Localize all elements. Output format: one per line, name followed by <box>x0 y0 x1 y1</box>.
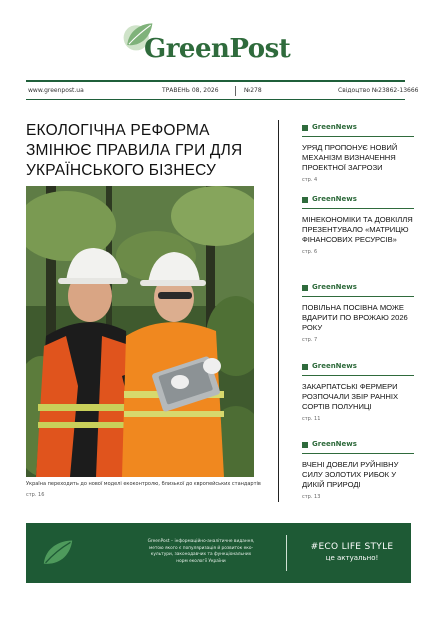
news-page: стр. 4 <box>302 177 318 183</box>
brand-name: GreenPost <box>144 34 291 64</box>
news-page: стр. 7 <box>302 337 318 343</box>
leaf-icon <box>40 537 76 569</box>
news-item[interactable] <box>302 122 414 183</box>
website-link[interactable]: www.greenpost.ua <box>28 87 84 94</box>
certificate-number: Свідоцтво №23862-13666 <box>338 87 419 94</box>
news-rule <box>302 136 414 137</box>
news-marker-icon <box>302 285 308 291</box>
news-rule <box>302 208 414 209</box>
masthead-rule <box>26 80 405 82</box>
news-title: МІНЕКОНОМІКИ ТА ДОВКІЛЛЯ ПРЕЗЕНТУВАЛО «МАТРИЦЮ ФІНАНСОВИХ РЕСУРСІВ» <box>302 215 413 244</box>
issue-number: №278 <box>244 87 262 94</box>
footer-tagline: #ECO LIFE STYLE <box>310 542 394 552</box>
news-rule <box>302 453 414 454</box>
news-page: стр. 13 <box>302 494 321 500</box>
news-item[interactable] <box>302 194 414 255</box>
masthead-rule-bottom <box>26 99 405 100</box>
main-story-page: стр. 16 <box>26 492 45 498</box>
news-label: GreenNews <box>312 440 357 448</box>
main-headline[interactable]: ЕКОЛОГІЧНА РЕФОРМА ЗМІНЮЄ ПРАВИЛА ГРИ ДЛЯ УКРАЇНСЬКОГО БІЗНЕСУ <box>26 122 243 179</box>
news-marker-icon <box>302 125 308 131</box>
issue-date: ТРАВЕНЬ 08, 2026 <box>162 87 219 94</box>
news-item[interactable] <box>302 361 414 422</box>
news-title: УРЯД ПРОПОНУЄ НОВИЙ МЕХАНІЗМ ВИЗНАЧЕННЯ ПРОЕКТНОЇ ЗАГРОЗИ <box>302 143 398 172</box>
news-label: GreenNews <box>312 195 357 203</box>
column-divider <box>278 120 279 502</box>
news-label: GreenNews <box>312 123 357 131</box>
footer-divider <box>286 535 287 571</box>
photo-caption: Україна переходить до нової моделі екоконтролю, близької до європейських стандартів <box>26 481 261 487</box>
news-page: стр. 11 <box>302 416 321 422</box>
news-label: GreenNews <box>312 283 357 291</box>
news-label: GreenNews <box>312 362 357 370</box>
news-title: ПОВІЛЬНА ПОСІВНА МОЖЕ ВДАРИТИ ПО ВРОЖАЮ 2026 РОКУ <box>302 303 408 332</box>
footer-banner <box>26 523 411 583</box>
main-story-photo[interactable] <box>26 186 254 477</box>
news-title: ВЧЕНІ ДОВЕЛИ РУЙНІВНУ СИЛУ ЗОЛОТИХ РИБОК У ДИКІЙ ПРИРОДІ <box>302 460 399 489</box>
news-marker-icon <box>302 364 308 370</box>
meta-divider <box>235 86 236 96</box>
news-marker-icon <box>302 442 308 448</box>
news-item[interactable] <box>302 282 414 343</box>
news-page: стр. 6 <box>302 249 318 255</box>
news-rule <box>302 296 414 297</box>
news-rule <box>302 375 414 376</box>
footer-subline: це актуально! <box>325 554 379 562</box>
news-item[interactable] <box>302 439 414 500</box>
masthead-meta <box>26 84 419 98</box>
photo-workers-in-forest <box>26 186 254 477</box>
news-title: ЗАКАРПАТСЬКІ ФЕРМЕРИ РОЗПОЧАЛИ ЗБІР РАННІХ СОРТІВ ПОЛУНИЦІ <box>302 382 399 411</box>
footer-description: GreenPost – інформаційно-аналітичне видання, метою якого є популяризація й розвиток еко- культури, законодавчих та функціональних норм екології України <box>147 539 255 564</box>
news-marker-icon <box>302 197 308 203</box>
masthead-logo <box>120 18 330 70</box>
